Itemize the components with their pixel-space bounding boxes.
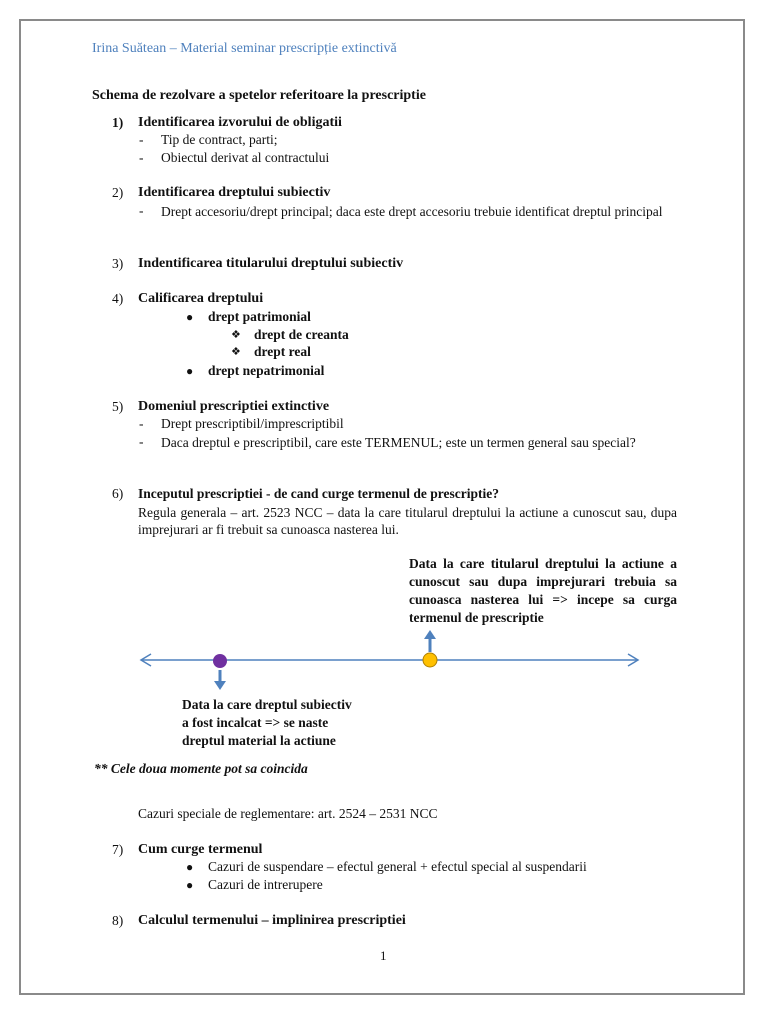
section-4-number: 4): [112, 291, 124, 306]
document-title: Schema de rezolvare a spetelor referitoare la prescriptie: [92, 88, 426, 103]
bullet-icon: ●: [186, 364, 194, 378]
section-6-heading: Inceputul prescriptiei - de cand curge termenul de prescriptie?: [138, 486, 499, 501]
page-number: 1: [380, 948, 387, 963]
section-7-heading: Cum curge termenul: [138, 842, 263, 857]
dash-marker: -: [139, 132, 144, 147]
down-arrow-shaft: [219, 670, 222, 682]
dash-marker: -: [139, 434, 144, 449]
section-5-heading: Domeniul prescriptiei extinctive: [138, 399, 330, 414]
section-5-item: Drept prescriptibil/imprescriptibil: [161, 416, 344, 431]
coincide-note: ** Cele doua momente pot sa coincida: [94, 761, 308, 776]
down-arrow-icon: [214, 681, 226, 690]
timeline-left-label-line-3: dreptul material la actiune: [182, 733, 336, 748]
bullet-icon: ●: [186, 310, 194, 324]
section-1-heading: Identificarea izvorului de obligatii: [138, 115, 342, 130]
timeline-left-label-line-1: Data la care dreptul subiectiv: [182, 697, 352, 712]
bullet-icon: ●: [186, 860, 194, 874]
section-1-item: Tip de contract, parti;: [161, 132, 278, 147]
knowledge-point-marker: [423, 653, 437, 667]
diamond-bullet-icon: ❖: [231, 329, 241, 341]
timeline-left-label-line-2: a fost incalcat => se naste: [182, 715, 329, 730]
section-2-heading: Identificarea dreptului subiectiv: [138, 185, 331, 200]
section-5-number: 5): [112, 399, 124, 414]
section-3-heading: Indentificarea titularului dreptului subiectiv: [138, 256, 404, 271]
dash-marker: -: [139, 416, 144, 431]
diamond-bullet-icon: ❖: [231, 346, 241, 358]
page-header: Irina Suătean – Material seminar prescripție extinctivă: [92, 41, 397, 56]
section-2-item: Drept accesoriu/drept principal; daca este drept accesoriu trebuie identificat dreptul principal: [161, 204, 663, 219]
section-4-subitem: drept real: [254, 344, 311, 359]
section-4-bullet: drept patrimonial: [208, 309, 311, 324]
section-7-bullet: Cazuri de suspendare – efectul general + efectul special al suspendarii: [208, 859, 587, 874]
section-5-item: Daca dreptul e prescriptibil, care este TERMENUL; este un termen general sau special?: [161, 435, 636, 450]
section-6-number: 6): [112, 486, 124, 501]
section-2-number: 2): [112, 185, 124, 200]
up-arrow-shaft: [429, 638, 432, 652]
section-8-heading: Calculul termenului – implinirea prescriptiei: [138, 913, 406, 928]
section-3-number: 3): [112, 256, 124, 271]
dash-marker: -: [139, 150, 144, 165]
special-cases-line: Cazuri speciale de reglementare: art. 2524 – 2531 NCC: [138, 806, 438, 821]
dash-marker: -: [139, 203, 144, 218]
section-4-bullet: drept nepatrimonial: [208, 363, 325, 378]
section-7-bullet: Cazuri de intrerupere: [208, 877, 323, 892]
violation-point-marker: [213, 654, 227, 668]
section-6-rule: Regula generala – art. 2523 NCC – data la care titularul dreptului la actiune a cunoscut sau, dupa imprejurari ar fi trebuit sa cunoasca nasterea lui.: [138, 505, 677, 537]
bullet-icon: ●: [186, 878, 194, 892]
timeline-right-label: Data la care titularul dreptului la actiune a cunoscut sau dupa imprejurari trebuia sa cunoasca nasterea lui => incepe sa curga termenul de prescriptie: [409, 556, 677, 625]
up-arrow-icon: [424, 630, 436, 639]
section-7-number: 7): [112, 842, 124, 857]
section-8-number: 8): [112, 913, 124, 928]
section-1-item: Obiectul derivat al contractului: [161, 150, 330, 165]
section-4-subitem: drept de creanta: [254, 327, 349, 342]
section-1-number: 1): [112, 115, 124, 130]
section-4-heading: Calificarea dreptului: [138, 291, 264, 306]
